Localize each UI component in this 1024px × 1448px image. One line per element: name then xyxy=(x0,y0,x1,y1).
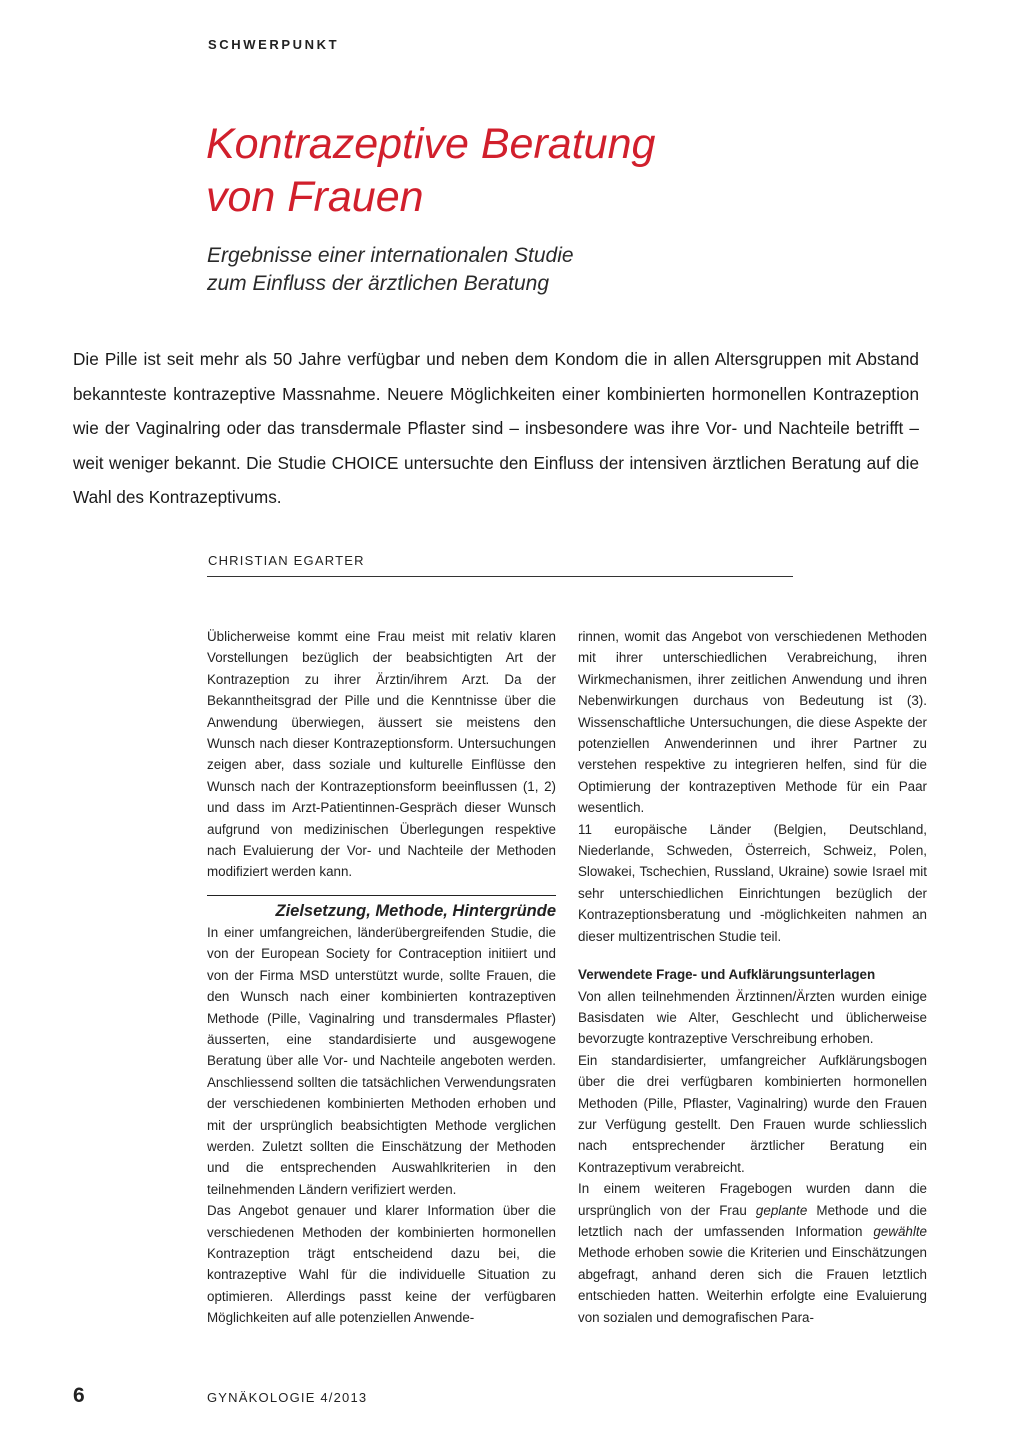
author-divider xyxy=(207,576,793,577)
author-name: CHRISTIAN EGARTER xyxy=(208,553,365,568)
journal-footer: GYNÄKOLOGIE 4/2013 xyxy=(207,1390,368,1405)
section-heading: Verwendete Frage- und Aufklärungsunterlagen xyxy=(578,967,876,983)
text-run: Methode und die letztlich nach der umfassenden Information xyxy=(578,1202,928,1239)
section-label: SCHWERPUNKT xyxy=(208,37,340,52)
title-line-1: Kontrazeptive Beratung xyxy=(206,120,656,168)
subtitle-line-2: zum Einfluss der ärztlichen Beratung xyxy=(207,272,549,295)
body-paragraph: rinnen, womit das Angebot von verschiedenen Methoden mit ihrer unterschiedlichen Verabreichung, ihren Wirkmechanismen, ihrer zeitlichen Anwendung und ihren Nebenwirkungen durchaus von Bedeutung ist (3). Wissenschaftliche Untersuchungen, die diese Aspekte der potenziellen Anwenderinnen und ihrer Partner zu verstehen respektive zu integrieren helfen, sind für die Optimierung der kontrazeptiven Methode für ein Paar wesentlich. xyxy=(578,629,927,816)
body-column-left xyxy=(207,626,556,1329)
page-number: 6 xyxy=(73,1384,85,1407)
body-paragraph xyxy=(578,1178,927,1328)
body-paragraph: 11 europäische Länder (Belgien, Deutschland, Niederlande, Schweden, Österreich, Schweiz, Polen, Slowakei, Tschechien, Russland, Ukraine) sowie Israel mit sehr unterschiedlichen Einrichtungen bezüglich der Kontrazeptionsberatung und -möglichkeiten nahmen an dieser multizentrischen Studie teil. xyxy=(578,821,927,944)
article-subtitle xyxy=(207,242,907,298)
title-line-2: von Frauen xyxy=(206,173,424,221)
body-paragraph: In einer umfangreichen, länderübergreifenden Studie, die von der European Society for Contraception initiiert und von der Firma MSD unterstützt wurde, sollte Frauen, die den Wunsch nach einer kombinierten kontrazeptiven Methode (Pille, Vaginalring und transdermales Pflaster) äusserten, eine standardisierte und ausgewogene Beratung über alle Vor- und Nachteile angeboten werden. Anschliessend sollten die tatsächlichen Verwendungsraten der verschiedenen kombinierten Methoden erhoben und mit der ursprünglich beabsichtigten Methode verglichen werden. Zuletzt sollten die Einschätzung der Methoden und die entsprechenden Auswahlkriterien in den teilnehmenden Ländern verifiziert werden. xyxy=(207,924,556,1197)
text-run: In einem weiteren Fragebogen wurden dann die ursprünglich von der Frau xyxy=(578,1181,927,1218)
emphasis: gewählte xyxy=(873,1223,927,1239)
text-run: Methode erhoben sowie die Kriterien und Einschätzungen abgefragt, anhand deren sich die Frauen letztlich entschieden hatten. Weiterhin erfolgte eine Evaluierung von sozialen und demografischen Para- xyxy=(578,1245,927,1325)
body-paragraph: Ein standardisierter, umfangreicher Aufklärungsbogen über die drei verfügbaren kombinierten hormonellen Methoden (Pille, Pflaster, Vaginalring) wurde den Frauen zur Verfügung gestellt. Den Frauen wurde schliesslich nach entsprechender ärztlicher Beratung ein Kontrazeptivum verabreicht. xyxy=(578,1052,927,1175)
body-column-right xyxy=(578,626,927,1328)
emphasis: geplante xyxy=(755,1202,808,1218)
lead-paragraph: Die Pille ist seit mehr als 50 Jahre verfügbar und neben dem Kondom die in allen Altersgruppen mit Abstand bekannteste kontrazeptive Massnahme. Neuere Möglichkeiten einer kombinierten hormonellen Kontrazeption wie der Vaginalring oder das transdermale Pflaster sind – insbesondere was ihre Vor- und Nachteile betrifft – weit weniger bekannt. Die Studie CHOICE untersuchte den Einfluss der intensiven ärztlichen Beratung auf die Wahl des Kontrazeptivums. xyxy=(73,349,919,507)
section-heading: Zielsetzung, Methode, Hintergründe xyxy=(207,895,556,922)
body-paragraph: Von allen teilnehmenden Ärztinnen/Ärzten wurden einige Basisdaten wie Alter, Geschlecht und üblicherweise bevorzugte kontrazeptive Verschreibung erhoben. xyxy=(578,988,927,1047)
body-paragraph: Das Angebot genauer und klarer Information über die verschiedenen Methoden der kombinierten hormonellen Kontrazeption trägt entscheidend dazu bei, die kontrazeptive Wahl für die individuelle Situation zu optimieren. Allerdings passt keine der verfügbaren Möglichkeiten auf alle potenziellen Anwende- xyxy=(207,1203,556,1326)
article-title xyxy=(206,118,906,224)
body-paragraph: Üblicherweise kommt eine Frau meist mit relativ klaren Vorstellungen bezüglich der beabsichtigten Art der Kontrazeption zu ihrer Ärztin/ihrem Arzt. Da der Bekanntheitsgrad der Pille und die Kenntnisse über die Anwendung überwiegen, äussert sie meistens den Wunsch nach dieser Kontrazeptionsform. Untersuchungen zeigen aber, dass soziale und kulturelle Einflüsse den Wunsch nach der Kontrazeptionsform beeinflussen (1, 2) und dass im Arzt-Patientinnen-Gespräch dieser Wunsch aufgrund von medizinischen Überlegungen respektive nach Evaluierung der Vor- und Nachteile der Methoden modifiziert werden kann. xyxy=(207,629,556,880)
subtitle-line-1: Ergebnisse einer internationalen Studie xyxy=(207,244,574,267)
